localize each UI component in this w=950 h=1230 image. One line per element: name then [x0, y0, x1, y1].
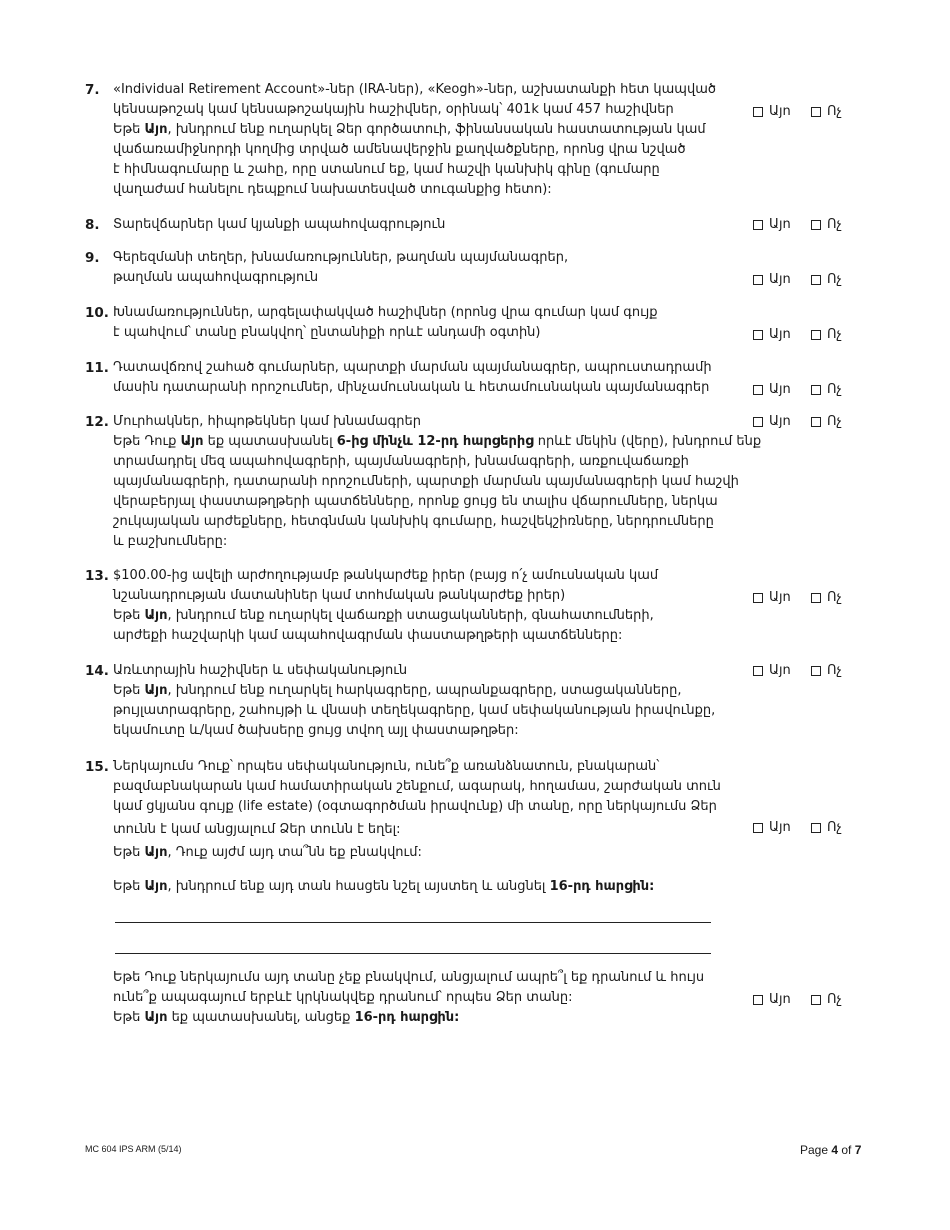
text-line: է հիմնագումարը և շահը, որը ստանում եք, կամ հաշվի կանխիկ գինը (գումարը	[113, 162, 660, 177]
yes-label: Այո	[769, 104, 791, 119]
question-text	[113, 215, 743, 235]
text-line: կենսաթոշակ կամ կենսաթոշակային հաշիվներ, օրինակ՝ 401k կամ 457 հաշիվներ	[113, 102, 674, 117]
yes-no-group	[753, 102, 873, 122]
no-option[interactable]	[811, 412, 842, 432]
question-text	[113, 358, 743, 398]
text-fragment: Եթե	[113, 683, 145, 698]
yes-checkbox[interactable]	[753, 107, 763, 117]
yes-label: Այո	[769, 217, 791, 232]
no-checkbox[interactable]	[811, 220, 821, 230]
no-option[interactable]	[811, 270, 842, 290]
yes-checkbox[interactable]	[753, 385, 763, 395]
text-line: Տարեվճարներ կամ կյանքի ապահովագրություն	[113, 217, 446, 232]
question-number: 10.	[85, 305, 109, 321]
text-fragment: , խնդրում ենք ուղարկել հարկագրերը, ապրանքագրերը, ստացականները,	[167, 683, 682, 698]
no-option[interactable]	[811, 325, 842, 345]
yes-option[interactable]	[753, 270, 791, 290]
yes-no-group	[753, 380, 873, 400]
question-text	[113, 303, 743, 343]
no-checkbox[interactable]	[811, 823, 821, 833]
text-line: Ներկայումս Դուք՝ որպես սեփականություն, ունե՞ք առանձնատուն, բնակարան՝	[113, 759, 660, 774]
no-label: Ոչ	[827, 820, 842, 835]
question-number: 12.	[85, 414, 109, 430]
text-line: «Individual Retirement Account»-ներ (IRA-ներ), «Keogh»-ներ, աշխատանքի հետ կապված	[113, 82, 716, 97]
yes-no-group	[753, 661, 873, 681]
text-line: թույլատրագրերը, շահույթի և վնասի տեղեկագրերը, կամ սեփականության իրավունքը,	[113, 703, 716, 718]
text-line: Առևտրային հաշիվներ և սեփականություն	[113, 663, 408, 678]
yes-label: Այո	[769, 327, 791, 342]
yes-label: Այո	[769, 272, 791, 287]
yes-option[interactable]	[753, 412, 791, 432]
no-label: Ոչ	[827, 992, 842, 1007]
text-line: եկամուտը և/կամ ծախսերը ցույց տվող այլ փաստաթղթեր:	[113, 723, 519, 738]
yes-no-group	[753, 588, 873, 608]
address-line-1[interactable]	[115, 922, 711, 923]
yes-option[interactable]	[753, 990, 791, 1010]
page-indicator	[800, 1143, 861, 1157]
yes-emphasis: Այո	[144, 608, 168, 623]
yes-no-group	[753, 818, 873, 838]
yes-label: Այո	[769, 820, 791, 835]
no-checkbox[interactable]	[811, 330, 821, 340]
no-option[interactable]	[811, 380, 842, 400]
question-text	[113, 757, 743, 897]
yes-no-group	[753, 215, 873, 235]
text-fragment: որևէ մեկին (վերը), խնդրում ենք	[533, 434, 762, 449]
question-text	[113, 80, 743, 200]
yes-label: Այո	[769, 590, 791, 605]
text-line: նշանադրության մատանիներ կամ տոհմական թանկարժեք իրեր)	[113, 588, 566, 603]
text-line	[113, 843, 743, 863]
text-fragment: , Դուք այժմ այդ տա՞նն եք բնակվում:	[167, 845, 422, 860]
skip-to-emphasis: 16-րդ հարցին:	[549, 879, 655, 894]
no-checkbox[interactable]	[811, 107, 821, 117]
yes-option[interactable]	[753, 380, 791, 400]
no-label: Ոչ	[827, 590, 842, 605]
text-line: Մուրհակներ, հիպոթեկներ կամ խնամագրեր	[113, 414, 421, 429]
yes-checkbox[interactable]	[753, 417, 763, 427]
no-label: Ոչ	[827, 327, 842, 342]
question-text	[113, 968, 743, 1028]
text-line	[113, 606, 743, 626]
text-line: տրամադրել մեզ ապահովագրերի, պայմանագրերի, խնամագրերի, առքուվաճառքի	[113, 454, 689, 469]
text-fragment: , խնդրում ենք ուղարկել Ձեր գործատուի, ֆինանսական հաստատության կամ	[167, 122, 706, 137]
text-line	[113, 120, 743, 140]
text-fragment: եք պատասխանել, անցեք	[167, 1010, 355, 1025]
yes-label: Այո	[769, 663, 791, 678]
no-option[interactable]	[811, 588, 842, 608]
question-number: 7.	[85, 82, 100, 98]
no-checkbox[interactable]	[811, 593, 821, 603]
no-checkbox[interactable]	[811, 995, 821, 1005]
text-fragment: Եթե Դուք	[113, 434, 181, 449]
text-fragment: եք պատասխանել	[203, 434, 337, 449]
no-label: Ոչ	[827, 414, 842, 429]
of-word: of	[838, 1143, 855, 1157]
yes-checkbox[interactable]	[753, 666, 763, 676]
text-line	[113, 432, 762, 452]
no-option[interactable]	[811, 215, 842, 235]
yes-option[interactable]	[753, 102, 791, 122]
no-label: Ոչ	[827, 104, 842, 119]
text-fragment: Եթե	[113, 122, 145, 137]
question-text	[113, 661, 743, 741]
yes-emphasis: Այո	[180, 434, 204, 449]
text-fragment: Եթե	[113, 879, 145, 894]
yes-emphasis: Այո	[144, 683, 168, 698]
yes-option[interactable]	[753, 215, 791, 235]
yes-emphasis: Այո	[144, 122, 168, 137]
yes-option[interactable]	[753, 818, 791, 838]
text-line: վաճառամիջնորդի կողմից տրված ամենավերջին քաղվածքները, որոնց վրա նշված	[113, 142, 686, 157]
no-checkbox[interactable]	[811, 666, 821, 676]
yes-no-group	[753, 412, 873, 432]
no-option[interactable]	[811, 990, 842, 1010]
yes-checkbox[interactable]	[753, 330, 763, 340]
no-label: Ոչ	[827, 382, 842, 397]
no-checkbox[interactable]	[811, 275, 821, 285]
yes-label: Այո	[769, 992, 791, 1007]
form-id: MC 604 IPS ARM (5/14)	[85, 1144, 182, 1154]
address-line-2[interactable]	[115, 953, 711, 954]
page-word: Page	[800, 1143, 832, 1157]
text-fragment: , խնդրում ենք ուղարկել վաճառքի ստացականների, գնահատումների,	[167, 608, 654, 623]
question-number: 14.	[85, 663, 109, 679]
text-line: է պահվում՝ տանը բնակվող՝ ընտանիքի որևէ անդամի օգտին)	[113, 325, 541, 340]
yes-checkbox[interactable]	[753, 275, 763, 285]
text-line: Եթե Դուք ներկայումս այդ տանը չեք բնակվում, անցյալում ապրե՞լ եք դրանում և հույս	[113, 970, 705, 985]
question-number: 8.	[85, 217, 100, 233]
question-number: 13.	[85, 568, 109, 584]
question-number: 11.	[85, 360, 109, 376]
yes-emphasis: Այո	[144, 845, 168, 860]
text-line: արժեքի հաշվարկի կամ ապահովագրման փաստաթղթերի պատճենները:	[113, 628, 623, 643]
text-line: ունե՞ք ապագայում երբևէ կրկնակվեք դրանում՝ որպես Ձեր տանը:	[113, 990, 573, 1005]
text-line: շուկայական արժեքները, հետգնման կանխիկ գումարը, հաշվեկշիռները, ներդրումները	[113, 514, 714, 529]
text-line: բազմաբնակարան կամ համատիրական շենքում, ագարակ, հողամաս, շարժական տուն	[113, 779, 721, 794]
text-line: $100.00-ից ավելի արժողությամբ թանկարժեք իրեր (բայց ո՛չ ամուսնական կամ	[113, 568, 659, 583]
yes-no-group	[753, 270, 873, 290]
page-number: 4	[831, 1143, 839, 1157]
text-line: կամ ցկյանս գույք (life estate) (օգտագործման իրավունք) մի տանը, որը ներկայումս Ձեր	[113, 799, 717, 814]
text-line: տունն է կամ անցյալում Ձեր տունն է եղել:	[113, 822, 401, 837]
question-text	[113, 566, 743, 646]
question-number: 15.	[85, 759, 109, 775]
question-number: 9.	[85, 250, 100, 266]
yes-label: Այո	[769, 414, 791, 429]
question-text	[113, 248, 743, 288]
text-line: Խնամառություններ, արգելափակված հաշիվներ (որոնց վրա գումար կամ գույք	[113, 305, 658, 320]
text-line: թաղման ապահովագրություն	[113, 270, 319, 285]
text-line: և բաշխումները:	[113, 534, 228, 549]
text-fragment: Եթե	[113, 845, 145, 860]
no-checkbox[interactable]	[811, 417, 821, 427]
yes-option[interactable]	[753, 325, 791, 345]
yes-emphasis: Այո	[144, 879, 168, 894]
text-fragment: Եթե	[113, 1010, 145, 1025]
yes-option[interactable]	[753, 661, 791, 681]
yes-checkbox[interactable]	[753, 823, 763, 833]
text-line	[113, 1008, 743, 1028]
no-label: Ոչ	[827, 272, 842, 287]
yes-no-group	[753, 325, 873, 345]
text-line: մասին դատարանի որոշումներ, մինչամուսնական և հետամուսնական պայմանագրեր	[113, 380, 710, 395]
yes-checkbox[interactable]	[753, 593, 763, 603]
text-line: վաղաժամ հանելու դեպքում նախատեսված տուգանքից հետո):	[113, 182, 552, 197]
page-total: 7	[854, 1143, 862, 1157]
no-label: Ոչ	[827, 217, 842, 232]
yes-checkbox[interactable]	[753, 995, 763, 1005]
yes-emphasis: Այո	[144, 1010, 168, 1025]
yes-checkbox[interactable]	[753, 220, 763, 230]
question-text	[113, 412, 762, 552]
text-fragment: , խնդրում ենք այդ տան հասցեն նշել այստեղ և անցնել	[167, 879, 550, 894]
text-line: պայմանագրերի, դատարանի որոշումների, պարտքի մարման պայմանագրերի կամ հաշվի	[113, 474, 739, 489]
text-line: վերաբերյալ փաստաթղթերի պատճենները, որոնք ցույց են տալիս վճարումները, ներկա	[113, 494, 718, 509]
yes-no-group	[753, 990, 873, 1010]
text-line	[113, 877, 743, 897]
no-label: Ոչ	[827, 663, 842, 678]
question-range-emphasis: 6-ից մինչև 12-րդ հարցերից	[336, 434, 534, 449]
text-line: Դատավճռով շահած գումարներ, պարտքի մարման պայմանագրեր, ապրուստադրամի	[113, 360, 712, 375]
yes-option[interactable]	[753, 588, 791, 608]
no-option[interactable]	[811, 102, 842, 122]
no-checkbox[interactable]	[811, 385, 821, 395]
text-fragment: Եթե	[113, 608, 145, 623]
no-option[interactable]	[811, 818, 842, 838]
yes-label: Այո	[769, 382, 791, 397]
text-line	[113, 681, 743, 701]
no-option[interactable]	[811, 661, 842, 681]
text-line: Գերեզմանի տեղեր, խնամառություններ, թաղման պայմանագրեր,	[113, 250, 569, 265]
skip-to-emphasis: 16-րդ հարցին:	[354, 1010, 460, 1025]
